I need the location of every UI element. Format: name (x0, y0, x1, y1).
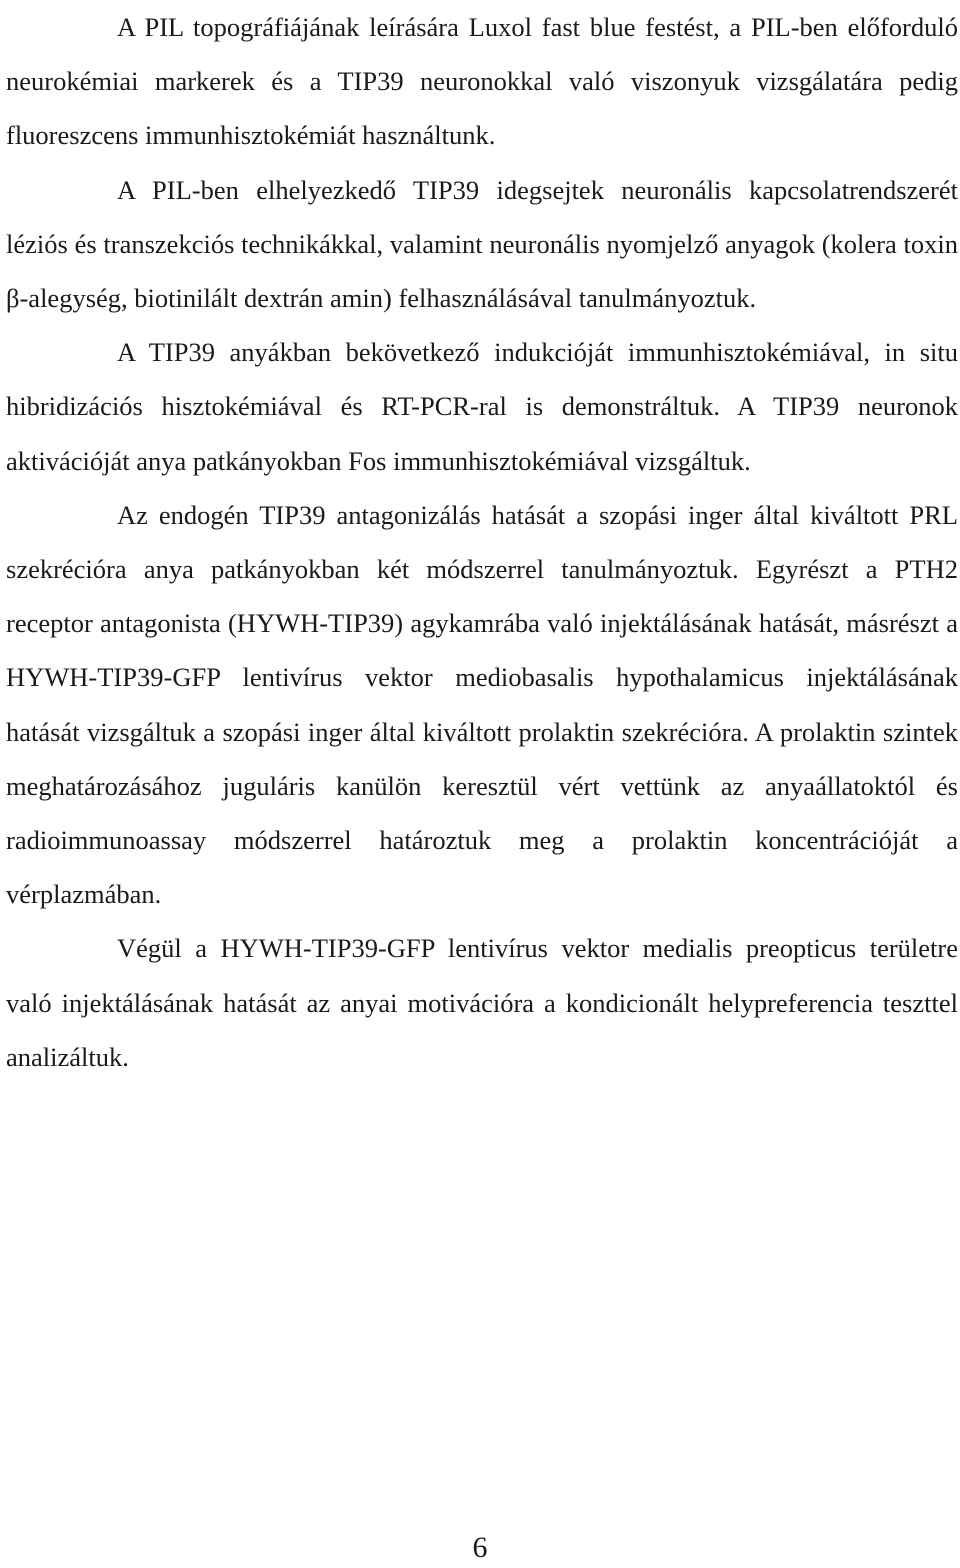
document-page (6, 0, 958, 1084)
paragraph-maternal-motivation: Végül a HYWH-TIP39-GFP lentivírus vektor medialis preopticus területre való injektálásának hatását az anyai motivációra a kondicionált helypreferencia teszttel analizáltuk. (6, 933, 958, 1072)
page-number: 6 (472, 1531, 488, 1564)
paragraph-endogenous-antagonism: Az endogén TIP39 antagonizálás hatását a szopási inger által kiváltott PRL szekrécióra anya patkányokban két módszerrel tanulmányoztuk. Egyrészt a PTH2 receptor antagonista (HYWH-TIP39) agykamrába való injektálásának hatását, másrészt a HYWH-TIP39-GFP lentivírus vektor mediobasalis hypothalamicus injektálásának hatását vizsgáltuk a szopási inger által kiváltott prolaktin szekrécióra. A prolaktin szintek meghatározásához juguláris kanülön keresztül vért vettünk az anyaállatoktól és radioimmunoassay módszerrel határoztuk meg a prolaktin koncentrációját a vérplazmában. (6, 499, 958, 910)
paragraph-luxol-fast-blue: A PIL topográfiájának leírására Luxol fast blue festést, a PIL-ben előforduló neurokémiai markerek és a TIP39 neuronokkal való viszonyuk vizsgálatára pedig fluoreszcens immunhisztokémiát használtunk. (6, 12, 958, 151)
paragraph-neuronal-connections: A PIL-ben elhelyezkedő TIP39 idegsejtek neuronális kapcsolatrendszerét léziós és transzekciós technikákkal, valamint neuronális nyomjelző anyagok (kolera toxin β-alegység, biotinilált dextrán amin) felhasználásával tanulmányoztuk. (6, 174, 958, 314)
paragraph-tip39-induction: A TIP39 anyákban bekövetkező indukcióját immunhisztokémiával, in situ hibridizációs hisztokémiával és RT-PCR-ral is demonstráltuk. A TIP39 neuronok aktivációját anya patkányokban Fos immunhisztokémiával vizsgáltuk. (6, 337, 958, 476)
